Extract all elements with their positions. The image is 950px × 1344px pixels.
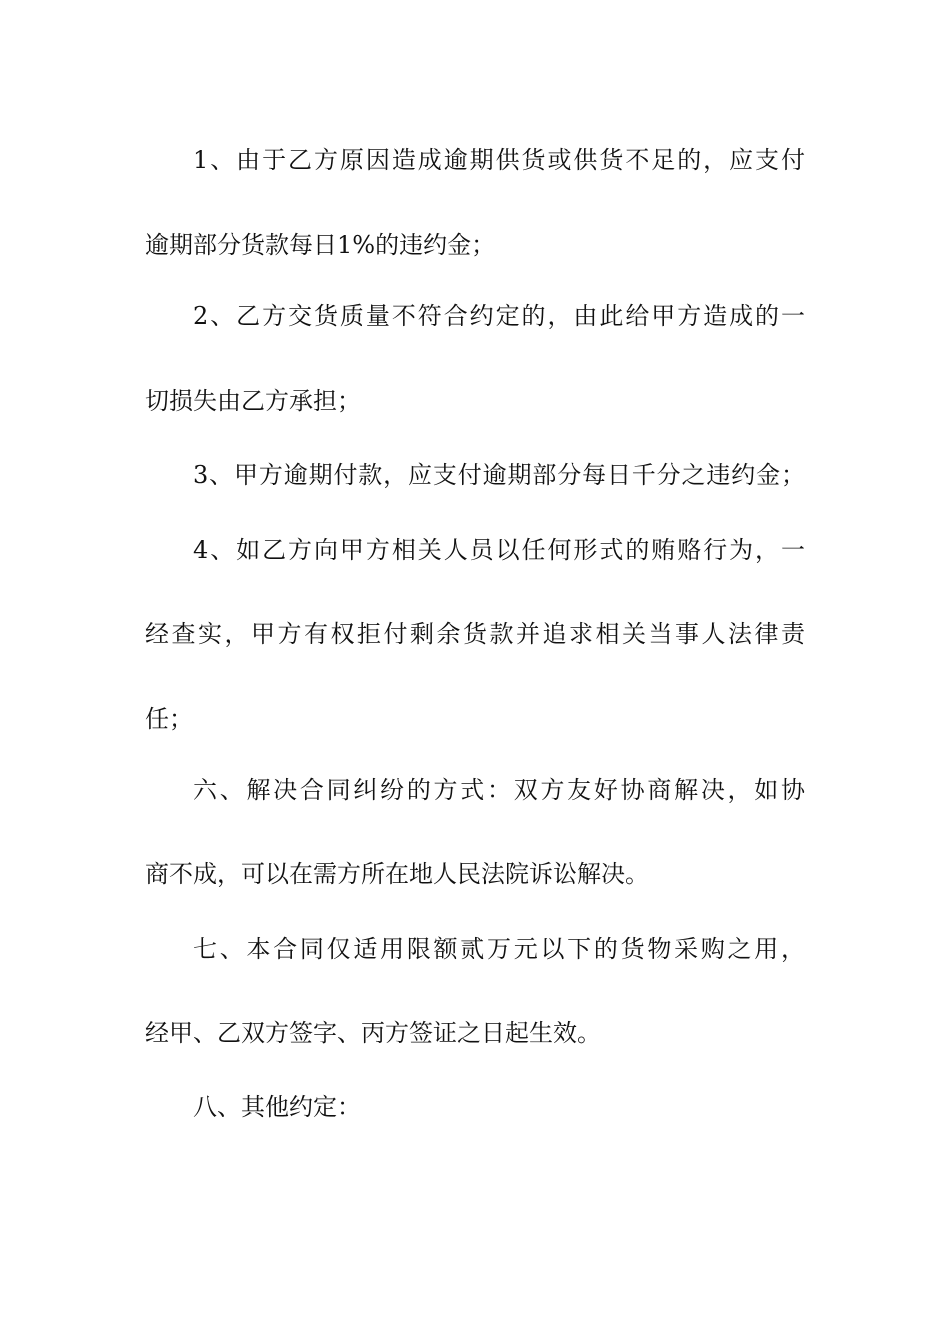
clause-1-line-1: 1、由于乙方原因造成逾期供货或供货不足的，应支付 bbox=[193, 146, 805, 174]
clause-3-line-1: 3、甲方逾期付款，应支付逾期部分每日千分之违约金； bbox=[193, 461, 805, 489]
section-6-line-2: 商不成，可以在需方所在地人民法院诉讼解决。 bbox=[145, 860, 649, 888]
clause-2-line-1: 2、乙方交货质量不符合约定的，由此给甲方造成的一 bbox=[193, 302, 805, 330]
clause-4-line-3: 任； bbox=[145, 705, 193, 733]
clause-1-line-2: 逾期部分货款每日1%的违约金； bbox=[145, 231, 496, 259]
section-8-line-1: 八、其他约定： bbox=[193, 1093, 361, 1121]
section-7-line-1: 七、本合同仅适用限额贰万元以下的货物采购之用， bbox=[193, 935, 805, 963]
clause-4-line-2: 经查实，甲方有权拒付剩余货款并追求相关当事人法律责 bbox=[145, 620, 805, 648]
clause-2-line-2: 切损失由乙方承担； bbox=[145, 387, 361, 415]
section-7-line-2: 经甲、乙双方签字、丙方签证之日起生效。 bbox=[145, 1019, 601, 1047]
section-6-line-1: 六、解决合同纠纷的方式：双方友好协商解决，如协 bbox=[193, 776, 805, 804]
clause-4-line-1: 4、如乙方向甲方相关人员以任何形式的贿赂行为，一 bbox=[193, 536, 805, 564]
